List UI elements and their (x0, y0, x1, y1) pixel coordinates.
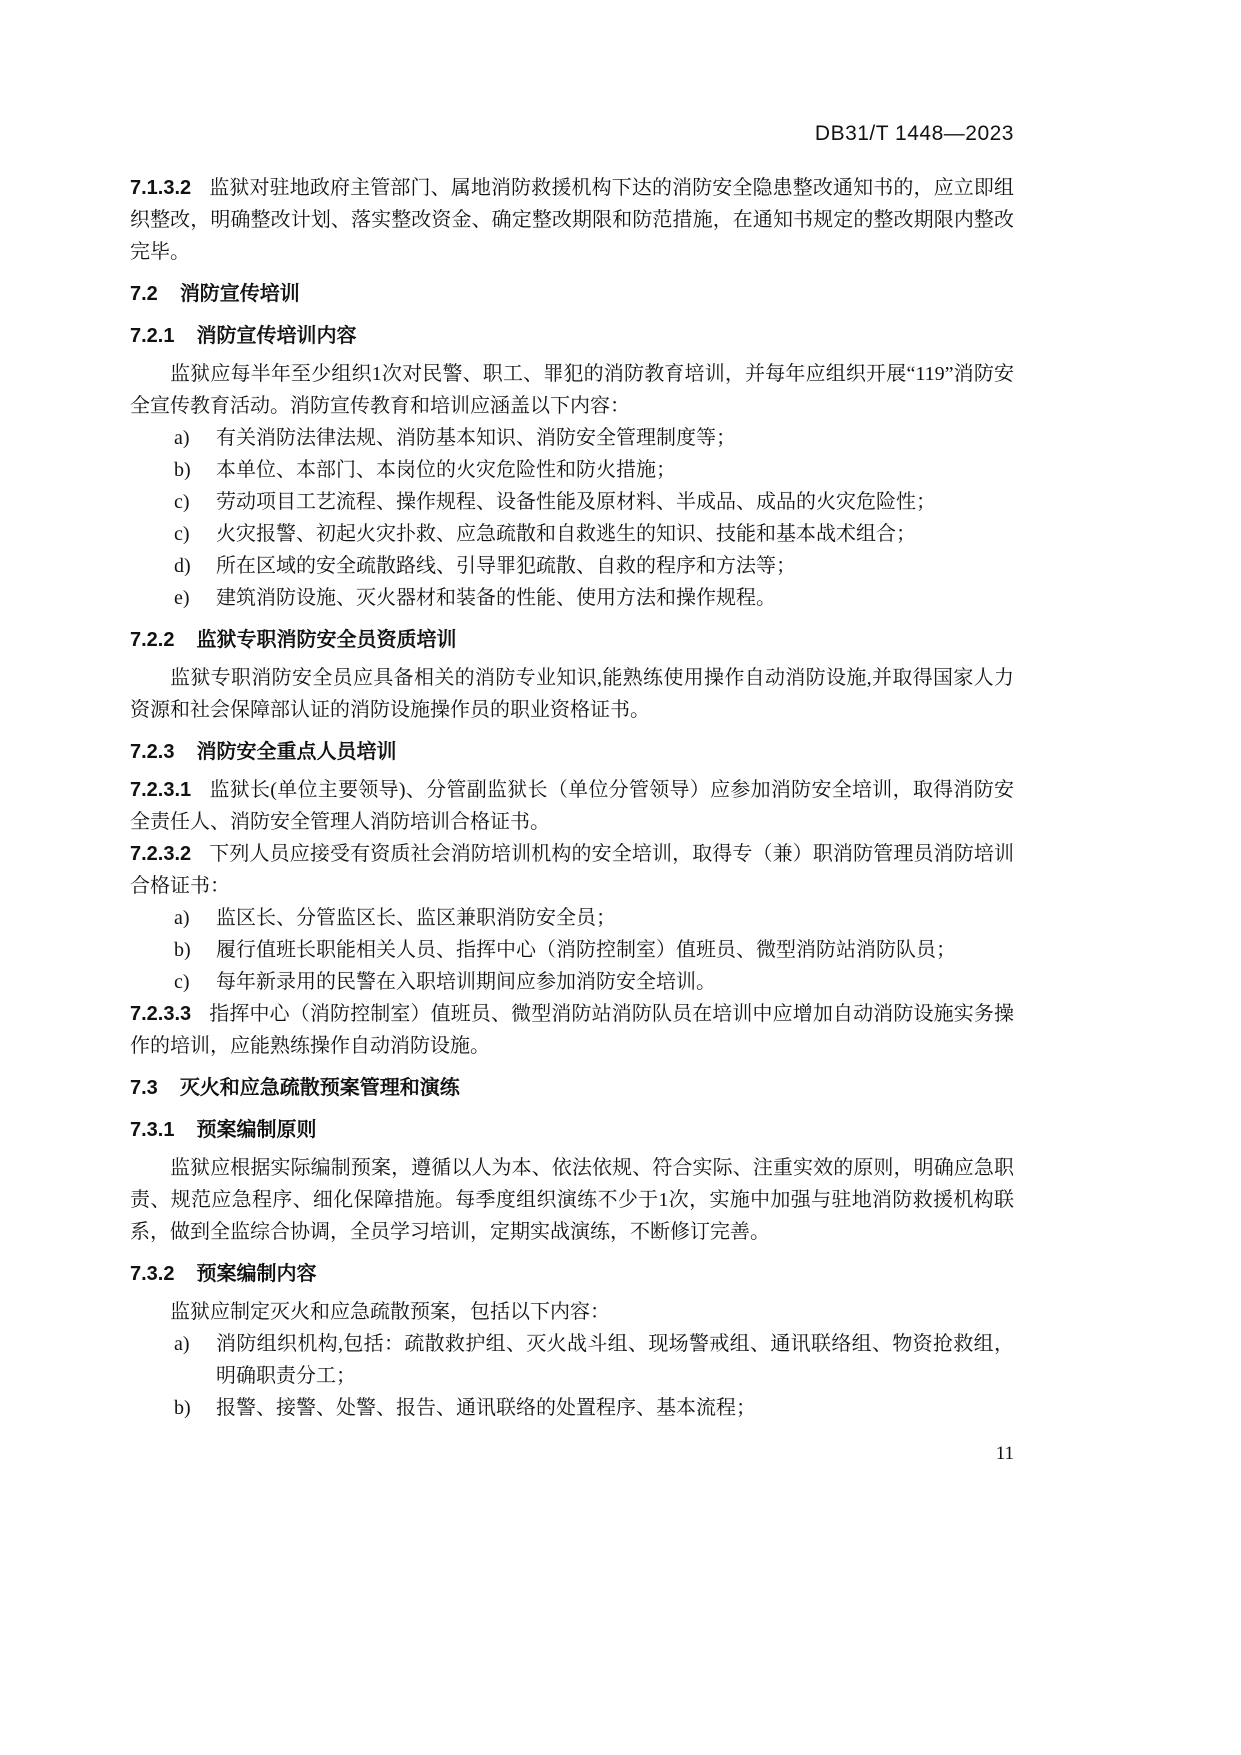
page-content (130, 122, 1014, 1466)
list-item (174, 518, 1014, 550)
list-item (174, 550, 1014, 582)
clause-text: 监狱对驻地政府主管部门、属地消防救援机构下达的消防安全隐患整改通知书的，应立即组织整改，明确整改计划、落实整改资金、确定整改期限和防范措施，在通知书规定的整改期限内整改完毕。 (130, 177, 1014, 263)
clause-number: 7.2.3.3 (130, 1003, 192, 1025)
heading-number: 7.2 (130, 283, 158, 305)
heading-title: 消防宣传培训 (179, 283, 300, 305)
clause-text: 下列人员应接受有资质社会消防培训机构的安全培训，取得专（兼）职消防管理员消防培训合格证书： (130, 843, 1014, 897)
list-item (174, 582, 1014, 614)
list-marker: c) (174, 971, 190, 993)
list-marker: b) (174, 459, 191, 481)
heading-7-3-1 (130, 1114, 1014, 1146)
para-7-2-1-intro: 监狱应每半年至少组织1次对民警、职工、罪犯的消防教育培训，并每年应组织开展“119”消防安全宣传教育活动。消防宣传教育和培训应涵盖以下内容： (130, 363, 1014, 417)
heading-7-3-2 (130, 1258, 1014, 1290)
heading-number: 7.3.1 (130, 1119, 175, 1141)
list-item-text: 履行值班长职能相关人员、指挥中心（消防控制室）值班员、微型消防站消防队员； (216, 939, 956, 961)
doc-number: DB31/T 1448—2023 (814, 122, 1014, 145)
training-content-list (130, 422, 1014, 614)
clause-number: 7.2.3.2 (130, 843, 192, 865)
heading-7-3 (130, 1072, 1014, 1104)
list-item-text: 劳动项目工艺流程、操作规程、设备性能及原材料、半成品、成品的火灾危险性； (216, 491, 936, 513)
clause-text: 指挥中心（消防控制室）值班员、微型消防站消防队员在培训中应增加自动消防设施实务操作的培训，应能熟练操作自动消防设施。 (130, 1003, 1014, 1057)
list-marker: a) (174, 907, 190, 929)
heading-title: 灭火和应急疏散预案管理和演练 (179, 1077, 460, 1099)
list-item-text: 建筑消防设施、灭火器材和装备的性能、使用方法和操作规程。 (216, 587, 776, 609)
clause-7-2-3-1 (130, 774, 1014, 838)
list-item (174, 454, 1014, 486)
trainee-list (130, 902, 1014, 998)
list-marker: e) (174, 587, 190, 609)
heading-title: 预案编制内容 (196, 1263, 317, 1285)
list-marker: a) (174, 1333, 190, 1355)
heading-number: 7.2.1 (130, 325, 175, 347)
list-item (174, 1392, 1014, 1424)
list-item-text: 所在区域的安全疏散路线、引导罪犯疏散、自救的程序和方法等； (216, 555, 796, 577)
page-number: 11 (995, 1443, 1014, 1464)
para-7-3-2-intro: 监狱应制定灭火和应急疏散预案，包括以下内容： (170, 1301, 610, 1323)
list-marker: d) (174, 555, 191, 577)
heading-7-2-3 (130, 736, 1014, 768)
list-item-text: 监区长、分管监区长、监区兼职消防安全员； (216, 907, 616, 929)
heading-title: 监狱专职消防安全员资质培训 (196, 629, 457, 651)
para-7-2-2: 监狱专职消防安全员应具备相关的消防专业知识,能熟练使用操作自动消防设施,并取得国家人力资源和社会保障部认证的消防设施操作员的职业资格证书。 (130, 667, 1014, 721)
heading-number: 7.3 (130, 1077, 158, 1099)
clause-7-2-3-3 (130, 998, 1014, 1062)
list-item (174, 486, 1014, 518)
heading-number: 7.2.2 (130, 629, 175, 651)
list-item-text: 每年新录用的民警在入职培训期间应参加消防安全培训。 (216, 971, 716, 993)
heading-number: 7.3.2 (130, 1263, 175, 1285)
list-item (174, 1328, 1014, 1392)
plan-content-list (130, 1328, 1014, 1424)
heading-title: 预案编制原则 (196, 1119, 317, 1141)
clause-7-2-3-2 (130, 838, 1014, 902)
list-item (174, 966, 1014, 998)
list-item-text: 消防组织机构,包括：疏散救护组、灭火战斗组、现场警戒组、通讯联络组、物资抢救组，明确职责分工； (216, 1333, 1014, 1387)
list-item-text: 火灾报警、初起火灾扑救、应急疏散和自救逃生的知识、技能和基本战术组合； (216, 523, 916, 545)
clause-7-1-3-2 (130, 172, 1014, 268)
list-item (174, 422, 1014, 454)
heading-number: 7.2.3 (130, 741, 175, 763)
list-item (174, 934, 1014, 966)
heading-title: 消防安全重点人员培训 (196, 741, 397, 763)
list-item-text: 本单位、本部门、本岗位的火灾危险性和防火措施； (216, 459, 676, 481)
clause-text: 监狱长(单位主要领导)、分管副监狱长（单位分管领导）应参加消防安全培训，取得消防安全责任人、消防安全管理人消防培训合格证书。 (130, 779, 1014, 833)
list-item (174, 902, 1014, 934)
heading-7-2-1 (130, 320, 1014, 352)
list-item-text: 有关消防法律法规、消防基本知识、消防安全管理制度等； (216, 427, 736, 449)
heading-7-2-2 (130, 624, 1014, 656)
list-marker: b) (174, 1397, 191, 1419)
para-7-3-1: 监狱应根据实际编制预案，遵循以人为本、依法依规、符合实际、注重实效的原则，明确应急职责、规范应急程序、细化保障措施。每季度组织演练不少于1次，实施中加强与驻地消防救援机构联系，做到全监综合协调，全员学习培训，定期实战演练，不断修订完善。 (130, 1157, 1014, 1243)
heading-7-2 (130, 278, 1014, 310)
clause-number: 7.1.3.2 (130, 177, 192, 199)
clause-number: 7.2.3.1 (130, 779, 192, 801)
list-marker: b) (174, 939, 191, 961)
heading-title: 消防宣传培训内容 (196, 325, 357, 347)
list-marker: a) (174, 427, 190, 449)
list-item-text: 报警、接警、处警、报告、通讯联络的处置程序、基本流程； (216, 1397, 756, 1419)
list-marker: c) (174, 491, 190, 513)
list-marker: c) (174, 523, 190, 545)
